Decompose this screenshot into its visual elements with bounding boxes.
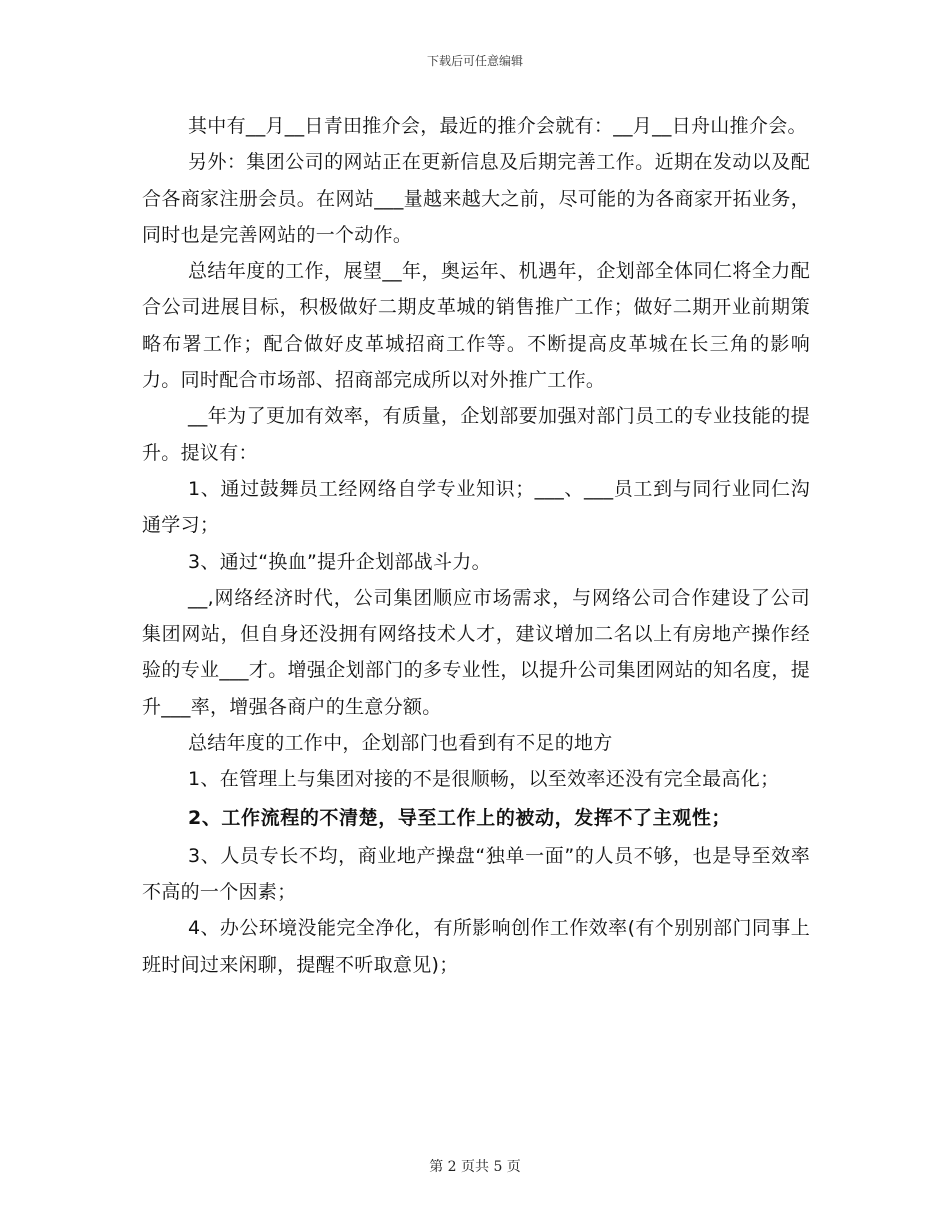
- list-item-shortcoming-2: 2、工作流程的不清楚，导至工作上的被动，发挥不了主观性；: [188, 806, 732, 829]
- paragraph-promotion-events: 其中有__月__日青田推介会，最近的推介会就有：__月__日舟山推介会。: [188, 115, 807, 137]
- paragraph-skill-improvement: __年为了更加有效率，有质量，企划部要加强对部门员工的专业技能的提升。提议有：: [142, 405, 810, 464]
- list-item-suggestion-1: 1、通过鼓舞员工经网络自学专业知识；___、___员工到与同行业同仁沟通学习；: [142, 477, 810, 537]
- page-footer: 第 2 页共 5 页: [429, 1159, 521, 1175]
- paragraph-year-outlook: 总结年度的工作，展望__年，奥运年、机遇年，企划部全体同仁将全力配合公司进展目标，积极做好二期皮革城的销售推广工作；做好二期开业前期策略布署工作；配合做好皮革城招商工作等。不断提高皮革城在长三角的影响力。同时配合市场部、招商部完成所以对外推广工作。: [142, 260, 810, 392]
- list-item-shortcoming-4: 4、办公环境没能完全净化，有所影响创作工作效率(有个别别部门同事上班时间过来闲聊，提醒不听取意见)；: [142, 917, 810, 976]
- list-item-suggestion-3: 3、通过“换血”提升企划部战斗力。: [188, 550, 491, 573]
- list-item-shortcoming-1: 1、在管理上与集团对接的不是很顺畅，以至效率还没有完全最高化；: [188, 768, 780, 791]
- list-item-shortcoming-3: 3、人员专长不均，商业地产操盘“独单一面”的人员不够，也是导至效率不高的一个因素；: [142, 844, 810, 903]
- page-header: 下载后可任意编辑: [426, 54, 523, 68]
- paragraph-network-talent: __,网络经济时代，公司集团顺应市场需求，与网络公司合作建设了公司集团网站，但自身还没拥有网络技术人才，建议增加二名以上有房地产操作经验的专业___才。增强企划部门的多专业性，以提升公司集团网站的知名度，提升___率，增强各商户的生意分额。: [142, 586, 810, 718]
- paragraph-website-update: 另外：集团公司的网站正在更新信息及后期完善工作。近期在发动以及配合各商家注册会员。在网站___量越来越大之前，尽可能的为各商家开拓业务，同时也是完善网站的一个动作。: [142, 151, 810, 246]
- paragraph-shortcomings-intro: 总结年度的工作中，企划部门也看到有不足的地方: [188, 732, 613, 755]
- document-body: [142, 108, 810, 983]
